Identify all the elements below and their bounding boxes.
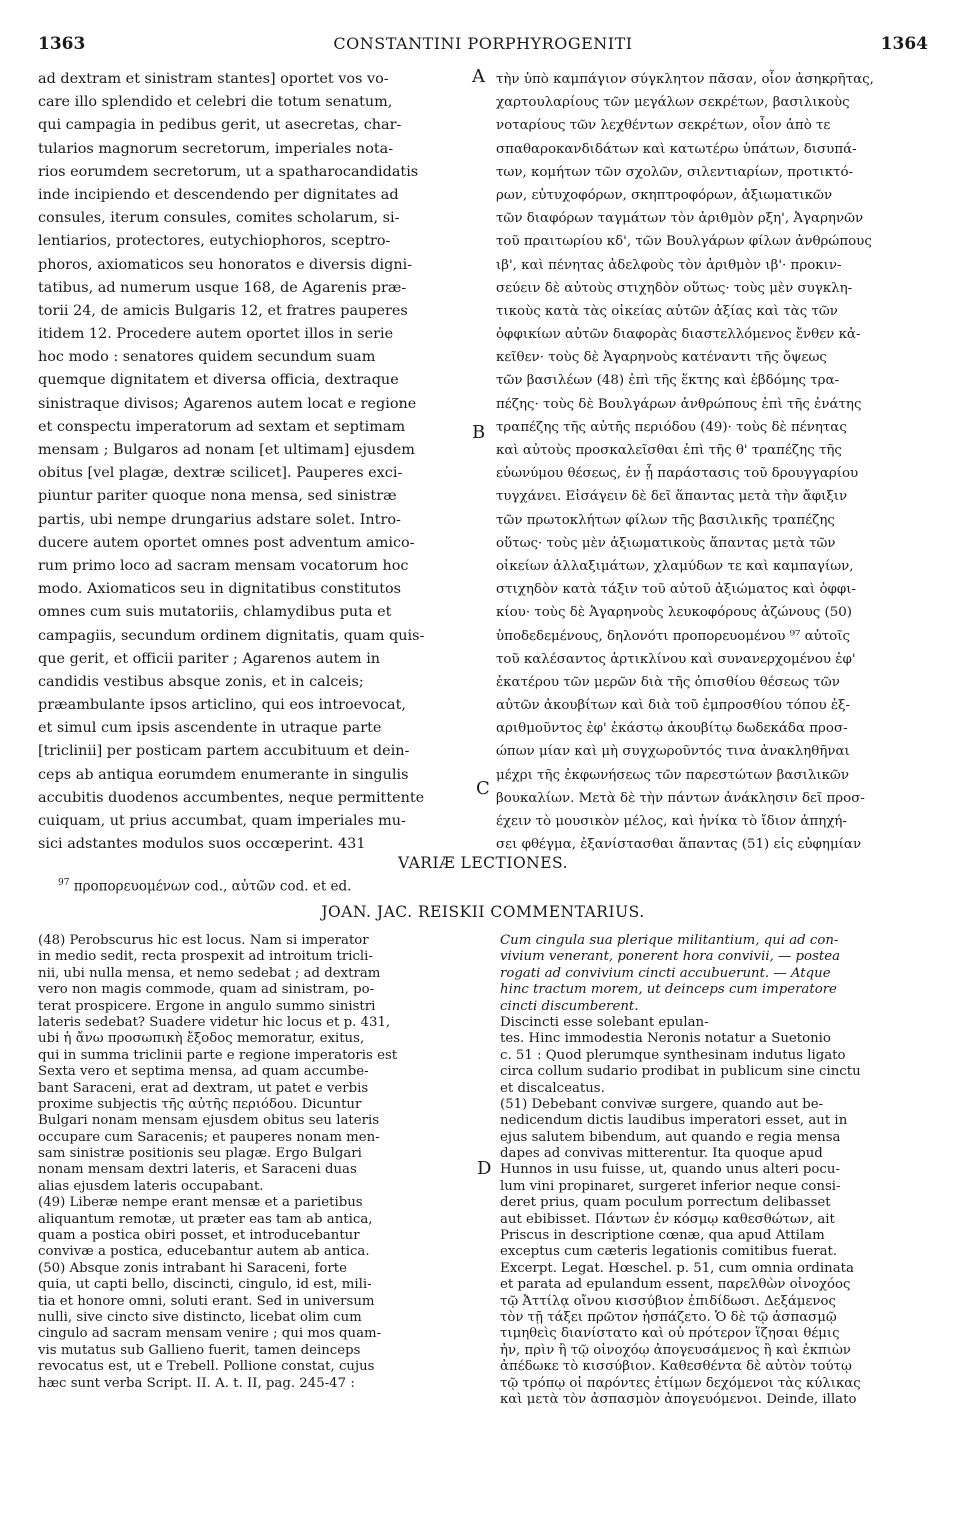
latin-text-line: tatibus, ad numerum usque 168, de Agarenis præ- bbox=[38, 279, 407, 296]
latin-text-line: qui campagia in pedibus gerit, ut asecretas, char- bbox=[38, 117, 402, 134]
greek-text-line: ὀφφικίων αὐτῶν διαφορὰς διαστελλόμενος ἔνθεν κἀ- bbox=[496, 327, 861, 343]
variant-note-text: προπορευομένων cod., αὐτῶν cod. et ed. bbox=[69, 878, 352, 895]
commentary-line: lum vini propinaret, surgeret inferior neque consi- bbox=[500, 1178, 841, 1194]
commentary-line: in medio sedit, recta prospexit ad introitum tricli- bbox=[38, 949, 373, 965]
latin-text-line: ad dextram et sinistram stantes] oportet vos vo- bbox=[38, 71, 389, 87]
commentary-line: deret prius, quam poculum porrectum delibasset bbox=[500, 1195, 831, 1211]
greek-text-line: οὕτως· τοὺς μὲν ἀξιωματικοὺς ἅπαντας μετὰ τῶν bbox=[496, 535, 836, 551]
commentary-line: alias ejusdem lateris occupabant. bbox=[38, 1178, 264, 1194]
commentary-line: (48) Perobscurus hic est locus. Nam si imperator bbox=[38, 933, 369, 948]
margin-marker-c: C bbox=[476, 778, 490, 799]
latin-text-line: cuiquam, ut prius accumbat, quam imperiales mu- bbox=[38, 813, 406, 829]
greek-text-line: τοῦ καλέσαντος ἀρτικλίνου καὶ συνανερχομένου ἐφ' bbox=[496, 651, 856, 667]
variant-note-number: 97 bbox=[58, 878, 70, 888]
commentary-line: circa collum sudario prodibat in publicum sine cinctu bbox=[500, 1064, 861, 1080]
latin-text-line: mensam ; Bulgaros ad nonam [et ultimam] ejusdem bbox=[38, 442, 415, 458]
greek-text-line: κίου· τοὺς δὲ Ἀγαρηνοὺς λευκοφόρους ἀζώνους (50) bbox=[496, 605, 852, 621]
latin-text-line: inde incipiendo et descendendo per dignitates ad bbox=[38, 186, 399, 203]
greek-text-line: τοῦ πραιτωρίου κδ', τῶν Βουλγάρων φίλων ἀνθρώπους bbox=[496, 234, 872, 250]
greek-text-line: τῶν πρωτοκλήτων φίλων τῆς βασιλικῆς τραπέζης bbox=[496, 512, 835, 528]
greek-text-line: ώπων μίαν καὶ μὴ συγχωροῦντός τινα ἀνακληθῆναι bbox=[496, 744, 850, 760]
commentary-line: hæc sunt verba Script. II. A. t. II, pag. 245-47 : bbox=[38, 1375, 355, 1391]
greek-text-line: ὑποδεδεμένους, δηλονότι προπορευομένου ⁹⁷ αὐτοῖς bbox=[496, 628, 850, 644]
latin-text-line: que gerit, et officii pariter ; Agarenos autem in bbox=[38, 650, 381, 667]
greek-text-line: ἑκατέρου τῶν μερῶν διὰ τῆς ὀπισθίου θέσεως τῶν bbox=[496, 674, 840, 690]
latin-text-line: [triclinii] per posticam partem accubituum et dein- bbox=[38, 743, 410, 760]
commentary-line: exceptus cum cæteris legationis comitibus fuerat. bbox=[500, 1244, 838, 1260]
latin-text-line: sici adstantes modulos suos occœperint. 431 bbox=[38, 836, 366, 853]
commentary-right-column bbox=[500, 933, 928, 1408]
commentary-quote-line: rogati ad convivium cincti accubuerunt. — Atque bbox=[500, 965, 831, 981]
greek-text-line: μέχρι τῆς ἐκφωνήσεως τῶν παρεστώτων βασιλικῶν bbox=[496, 767, 849, 783]
latin-text-line: obitus [vel plagæ, dextræ scilicet]. Pauperes exci- bbox=[38, 465, 403, 482]
greek-text-line: σεύειν δὲ αὐτοὺς στιχηδὸν οὕτως· τοὺς μὲν συγκλη- bbox=[496, 280, 853, 296]
latin-text-line: candidis vestibus absque zonis, et in calceis; bbox=[38, 673, 364, 690]
latin-text-line: phoros, axiomaticos seu honoratos e diversis digni- bbox=[38, 256, 413, 273]
commentary-line: nonam mensam dextri lateris, et Saraceni duas bbox=[38, 1162, 357, 1178]
greek-text-line: αὐτῶν ἀκουβίτων καὶ διὰ τοῦ ἐμπροσθίου τόπου ἐξ- bbox=[496, 698, 850, 714]
commentary-line: aut ebibisset. Πάντων ἐν κόσμῳ καθεσθώτων, ait bbox=[500, 1211, 835, 1227]
commentary-quote-line: Cum cingula sua plerique militantium, qui ad con- bbox=[500, 933, 839, 948]
greek-text-line: τραπέζης τῆς αὐτῆς περιόδου (49)· τοὺς δὲ πένητας bbox=[496, 419, 847, 435]
latin-text-line: quemque dignitatem et diversa officia, dextraque bbox=[38, 372, 399, 389]
latin-text-line: et simul cum ipsis ascendente in utraque parte bbox=[38, 720, 382, 737]
commentary-line: τιμηθεὶς διανίστατο καὶ οὐ πρότερον ἵζησαι θέμις bbox=[500, 1326, 840, 1342]
greek-text-line: σπαθαροκανδιδάτων καὶ κατωτέρω ὑπάτων, δισυπά- bbox=[496, 141, 857, 157]
commentary-line: terat prospicere. Ergone in angulo summo sinistri bbox=[38, 998, 376, 1014]
commentary-line: ubi ἡ ἄνω προσωπικὴ ἔξοδος memoratur, exitus, bbox=[38, 1031, 365, 1047]
commentary-title: JOAN. JAC. REISKII COMMENTARIUS. bbox=[321, 903, 645, 921]
latin-text-line: tularios magnorum secretorum, imperiales nota- bbox=[38, 140, 394, 157]
commentary-line: proxime subjectis τῆς αὐτῆς περιόδου. Dicuntur bbox=[38, 1096, 362, 1112]
latin-text-line: torii 24, de amicis Bulgaris 12, et fratres pauperes bbox=[38, 302, 408, 319]
latin-text-line: sinistraque divisos; Agarenos autem locat e regione bbox=[38, 395, 417, 412]
commentary-quote-line: hinc tractum morem, ut deinceps cum imperatore bbox=[500, 982, 837, 998]
greek-text-line: σει φθέγμα, ἐξανίστασθαι ἅπαντας (51) εἰς εὐφημίαν bbox=[496, 837, 862, 853]
commentary-line: ἀπέδωκε τὸ κισσύβιον. Καθεσθέντα δὲ αὐτὸν τούτῳ bbox=[500, 1359, 852, 1375]
commentary-line: vero non magis commode, quam ad sinistram, po- bbox=[38, 982, 375, 998]
greek-text-line: εὐωνύμου θέσεως, ἐν ᾗ παράστασις τοῦ δρουγγαρίου bbox=[496, 466, 859, 482]
commentary-line: quia, ut capti bello, discincti, cingulo, id est, mili- bbox=[38, 1277, 372, 1293]
latin-text-line: piuntur pariter quoque nona mensa, sed sinistræ bbox=[38, 488, 397, 505]
greek-text-line: αριθμοῦντος ἐφ' ἑκάστῳ ἀκουβίτῳ δωδεκάδα προσ- bbox=[496, 721, 848, 737]
latin-text-line: rum primo loco ad sacram mensam vocatorum hoc bbox=[38, 557, 409, 574]
latin-text-line: ducere autem oportet omnes post adventum amico- bbox=[38, 534, 415, 551]
latin-text-line: campagiis, secundum ordinem dignitatis, quam quis- bbox=[38, 627, 425, 644]
commentary-line: revocatus est, ut e Trebell. Pollione constat, cujus bbox=[38, 1359, 375, 1375]
commentary-line: nedicendum dictis laudibus imperatori esset, aut in bbox=[500, 1113, 848, 1129]
latin-text-line: itidem 12. Procedere autem oportet illos in serie bbox=[38, 326, 394, 343]
variae-lectiones-title: VARIÆ LECTIONES. bbox=[397, 854, 569, 872]
commentary-line: ejus salutem bibendum, aut quando e regia mensa bbox=[500, 1129, 841, 1145]
commentary-line: (50) Absque zonis intrabant hi Saraceni, forte bbox=[38, 1260, 347, 1276]
latin-text-line: ceps ab antiqua eorumdem enumerante in singulis bbox=[38, 766, 409, 783]
commentary-line: nii, ubi nulla mensa, et nemo sedebat ; ad dextram bbox=[38, 965, 381, 981]
variant-note bbox=[58, 878, 351, 895]
latin-text-line: modo. Axiomaticos seu in dignitatibus constitutos bbox=[38, 581, 402, 598]
greek-text-line: πέζης· τοὺς δὲ Βουλγάρων ἀνθρώπους ἐπὶ τῆς ἐνάτης bbox=[496, 396, 862, 412]
commentary-line: Sexta vero et septima mensa, ad quam accumbe- bbox=[38, 1064, 369, 1080]
commentary-left-column bbox=[38, 933, 478, 1392]
greek-text-line: τῶν διαφόρων ταγμάτων τὸν ἀριθμὸν ρξη', Ἀγαρηνῶν bbox=[496, 211, 864, 227]
latin-text-line: care illo splendido et celebri die totum senatum, bbox=[38, 94, 393, 111]
greek-text-line: νοταρίους τῶν λεχθέντων σεκρέτων, οἷον ἀπὸ τε bbox=[496, 118, 831, 134]
greek-text-line: των, κομήτων τῶν σχολῶν, σιλεντιαρίων, προτικτό- bbox=[496, 164, 854, 180]
page-header bbox=[38, 34, 928, 60]
commentary-line: (49) Liberæ nempe erant mensæ et a parietibus bbox=[38, 1195, 363, 1211]
latin-text-line: et conspectu imperatorum ad sextam et septimam bbox=[38, 418, 406, 435]
commentary-line: et discalceatus. bbox=[500, 1080, 605, 1096]
greek-text-line: ρων, εὐτυχοφόρων, σκηπτροφόρων, ἀξιωματικῶν bbox=[496, 187, 833, 203]
commentary-line: vis mutatus sub Gallieno fuerit, tamen deinceps bbox=[38, 1342, 361, 1358]
greek-text-line: τικοὺς κατὰ τὰς οἰκείας αὐτῶν ἀξίας καὶ τὰς τῶν bbox=[496, 303, 838, 319]
margin-marker-a: A bbox=[472, 66, 485, 87]
greek-text-line: κεῖθεν· τοὺς δὲ Ἀγαρηνοὺς κατέναντι τῆς ὄψεως bbox=[496, 350, 827, 366]
commentary-line: Discincti esse solebant epulan- bbox=[500, 1014, 709, 1030]
latin-translation-column bbox=[38, 68, 468, 856]
commentary-line: dapes ad convivas mitterentur. Ita quoque apud bbox=[500, 1146, 823, 1162]
commentary-line: c. 51 : Quod plerumque synthesinam indutus ligato bbox=[500, 1047, 846, 1063]
greek-text-line: βουκαλίων. Μετὰ δὲ τὴν πάντων ἀνάκλησιν δεῖ προσ- bbox=[496, 790, 865, 806]
commentary-line: τὸν τῇ τάξει πρῶτον ἠσπάζετο. Ὁ δὲ τῷ ἀσπασμῷ bbox=[500, 1309, 837, 1325]
commentary-line: bant Saraceni, erat ad dextram, ut patet e verbis bbox=[38, 1080, 369, 1096]
latin-text-line: consules, iterum consules, comites scholarum, si- bbox=[38, 210, 400, 227]
latin-text-line: lentiarios, protectores, eutychiophoros, sceptro- bbox=[38, 233, 391, 250]
commentary-line: quam a postica obiri posset, et introducebantur bbox=[38, 1228, 360, 1244]
commentary-line: lateris sedebat? Suadere videtur hic locus et p. 431, bbox=[38, 1014, 391, 1030]
latin-text-line: hoc modo : senatores quidem secundum suam bbox=[38, 349, 376, 366]
page-number-left: 1363 bbox=[38, 34, 86, 54]
commentary-line: convivæ a postica, educebantur autem ab antica. bbox=[38, 1244, 370, 1260]
commentary-line: ἦν, πρὶν ἢ τῷ οἰνοχόῳ ἀπογευσάμενος ἢ καὶ ἐκπιὼν bbox=[500, 1342, 851, 1358]
commentary-quote-line: cincti discumberent. bbox=[500, 998, 639, 1014]
commentary-line: tia et honore omni, soluti erant. Sed in universum bbox=[38, 1293, 375, 1309]
commentary-line: aliquantum remotæ, ut præter eas tam ab antica, bbox=[38, 1211, 373, 1227]
greek-text-line: τῶν βασιλέων (48) ἐπὶ τῆς ἕκτης καὶ ἑβδόμης τρα- bbox=[496, 373, 840, 389]
commentary-line: τῷ τρόπῳ οἱ παρόντες ἐτίμων δεχόμενοι τὰς κύλικας bbox=[500, 1375, 861, 1391]
latin-text-line: accubitis duodenos accumbentes, neque permittente bbox=[38, 789, 425, 806]
latin-text-line: rios eorumdem secretorum, ut a spatharocandidatis bbox=[38, 163, 419, 180]
commentary-line: et parata ad epulandum essent, παρελθὼν οἰνοχόος bbox=[500, 1277, 851, 1293]
latin-text-line: partis, ubi nempe drungarius adstare solet. Intro- bbox=[38, 511, 401, 528]
margin-marker-d: D bbox=[477, 1158, 492, 1179]
commentary-line: qui in summa triclinii parte e regione imperatoris est bbox=[38, 1047, 398, 1063]
greek-text-line: τὴν ὑπὸ καμπάγιον σύγκλητον πᾶσαν, οἷον ἀσηκρῆτας, bbox=[496, 72, 874, 87]
latin-text-line: omnes cum suis mutatoriis, chlamydibus puta et bbox=[38, 604, 392, 621]
commentary-line: Priscus in descriptione cœnæ, qua apud Attilam bbox=[500, 1228, 825, 1244]
commentary-line: nulli, sive cincto sive distincto, licebat olim cum bbox=[38, 1309, 362, 1325]
commentary-line: cingulo ad sacram mensam venire ; qui mos quam- bbox=[38, 1326, 382, 1342]
commentary-line: Hunnos in usu fuisse, ut, quando unus alteri pocu- bbox=[500, 1162, 840, 1178]
commentary-line: καὶ μετὰ τὸν ἀσπασμὸν ἀπογευόμενοι. Deinde, illato bbox=[500, 1391, 857, 1407]
commentary-line: tes. Hinc immodestia Neronis notatur a Suetonio bbox=[500, 1031, 831, 1047]
commentary-line: Excerpt. Legat. Hœschel. p. 51, cum omnia ordinata bbox=[500, 1260, 854, 1276]
greek-text-line: έχειν τὸ μουσικὸν μέλος, καὶ ἡνίκα τὸ ἴδιον ἀπηχή- bbox=[496, 814, 847, 829]
latin-text-line: præambulante ipsos articlino, qui eos introevocat, bbox=[38, 697, 406, 714]
greek-text-column bbox=[496, 68, 928, 856]
greek-text-line: στιχηδὸν κατὰ τάξιν τοῦ αὐτοῦ ἀξιώματος καὶ ὀφφι- bbox=[496, 582, 857, 598]
greek-text-line: χαρτουλαρίους τῶν μεγάλων σεκρέτων, βασιλικοὺς bbox=[496, 95, 850, 111]
greek-text-line: τυγχάνει. Εἰσάγειν δὲ δεῖ ἅπαντας μετὰ τὴν ἄφιξιν bbox=[496, 489, 848, 505]
running-title: CONSTANTINI PORPHYROGENITI bbox=[333, 34, 633, 53]
commentary-line: (51) Debebant convivæ surgere, quando aut be- bbox=[500, 1096, 824, 1112]
commentary-line: occupare cum Saracenis; et pauperes nonam men- bbox=[38, 1129, 380, 1145]
margin-marker-b: B bbox=[472, 422, 486, 443]
greek-text-line: καὶ αὐτοὺς προσκαλεῖσθαι ἐπὶ τῆς θ' τραπέζης τῆς bbox=[496, 443, 842, 458]
commentary-quote-line: vivium venerant, ponerent hora convivii, — postea bbox=[500, 949, 841, 965]
commentary-line: sam sinistræ positionis seu plagæ. Ergo Bulgari bbox=[38, 1146, 362, 1162]
page-number-right: 1364 bbox=[880, 34, 928, 54]
commentary-line: τῷ Ἀττίλᾳ οἴνου κισσύβιον ἐπιδίδωσι. Δεξάμενος bbox=[500, 1293, 836, 1309]
greek-text-line: οἰκείων ἀλλαξιμάτων, χλαμύδων τε καὶ καμπαγίων, bbox=[496, 558, 854, 574]
commentary-line: Bulgari nonam mensam ejusdem obitus seu lateris bbox=[38, 1113, 380, 1129]
greek-text-line: ιβ', καὶ πένητας ἀδελφοὺς τὸν ἀριθμὸν ιβ'· προκιν- bbox=[496, 257, 842, 273]
